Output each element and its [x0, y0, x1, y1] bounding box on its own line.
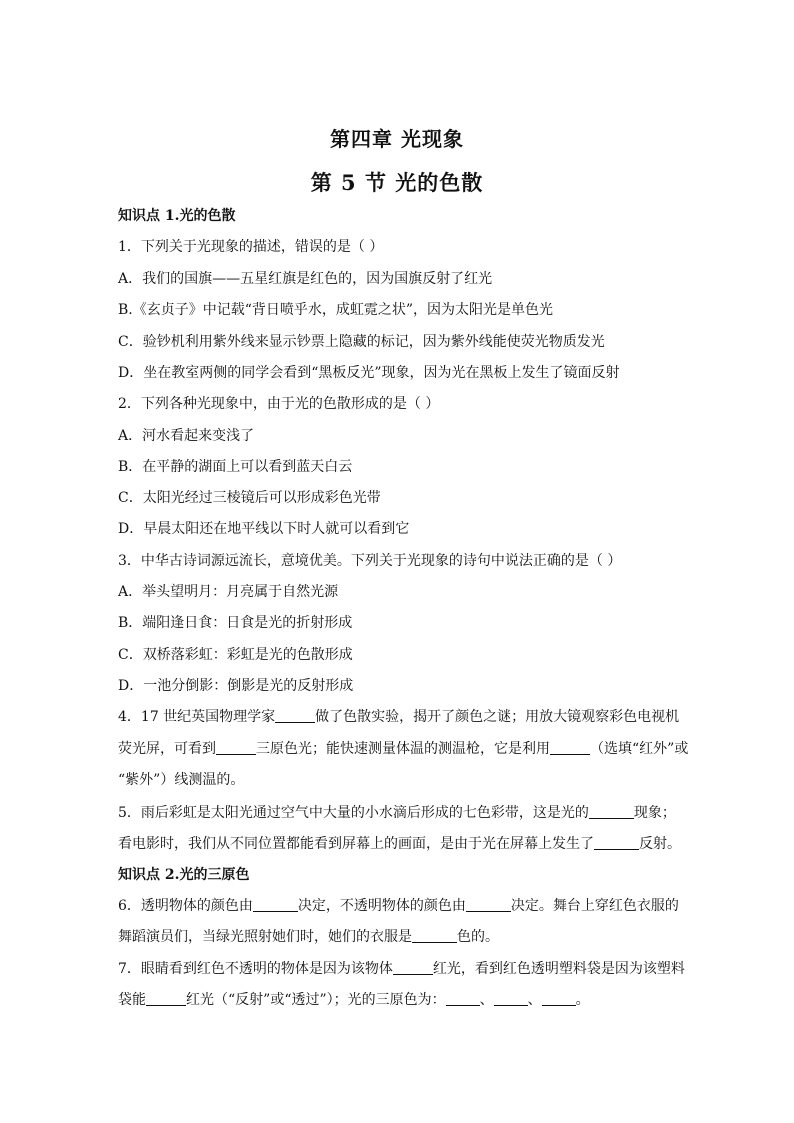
answer-blank[interactable] [494, 991, 528, 1006]
question-2-option-c: C．太阳光经过三棱镜后可以形成彩色光带 [118, 490, 381, 506]
q5-text: 现象； [633, 805, 676, 821]
q4-text: 4．17 世纪英国物理学家 [118, 709, 276, 725]
answer-blank[interactable] [253, 897, 298, 912]
question-4-line-1 [118, 708, 679, 726]
question-5-line-1 [118, 804, 676, 822]
question-2-stem: 2．下列各种光现象中，由于光的色散形成的是（ ） [118, 396, 440, 412]
q6-text: 决定，不透明物体的颜色由 [297, 898, 466, 914]
question-1-option-a: A．我们的国旗——五星红旗是红色的，因为国旗反射了红光 [118, 271, 493, 287]
answer-blank[interactable] [446, 991, 480, 1006]
question-3-option-b: B．端阳逢日食：日食是光的折射形成 [118, 615, 353, 631]
q4-text: （选填“红外”或 [590, 741, 689, 757]
answer-blank[interactable] [466, 897, 511, 912]
question-6-line-2 [118, 928, 499, 946]
question-7-line-2 [118, 991, 590, 1009]
section-title: 第 5 节 光的色散 [310, 170, 484, 195]
question-1-option-b: B.《玄贞子》中记载“背日喷乎水，成虹霓之状”，因为太阳光是单色光 [118, 302, 554, 318]
knowledge-point-1-heading: 知识点 1.光的色散 [118, 208, 236, 224]
question-1-option-d: D．坐在教室两侧的同学会看到“黑板反光”现象，因为光在黑板上发生了镜面反射 [118, 365, 620, 381]
answer-blank[interactable] [589, 804, 634, 819]
q6-text: 舞蹈演员们，当绿光照射她们时，她们的衣服是 [118, 929, 412, 945]
question-5-line-2 [118, 835, 681, 853]
q7-text: 红光，看到红色透明塑料袋是因为该塑料 [432, 961, 685, 977]
q7-text: 7．眼睛看到红色不透明的物体是因为该物体 [118, 961, 393, 977]
q4-text: 荧光屏，可看到 [118, 741, 216, 757]
question-3-option-d: D．一池分倒影：倒影是光的反射形成 [118, 678, 354, 694]
answer-blank[interactable] [216, 740, 256, 755]
answer-blank[interactable] [550, 740, 590, 755]
answer-blank[interactable] [146, 991, 186, 1006]
question-1-option-c: C．验钞机利用紫外线来显示钞票上隐藏的标记，因为紫外线能使荧光物质发光 [118, 334, 605, 350]
q6-text: 6．透明物体的颜色由 [118, 898, 253, 914]
q6-text: 决定。舞台上穿红色衣服的 [510, 898, 679, 914]
q4-text: 三原色光；能快速测量体温的测温枪，它是利用 [256, 741, 550, 757]
question-2-option-a: A．河水看起来变浅了 [118, 428, 255, 444]
q5-text: 5．雨后彩虹是太阳光通过空气中大量的小水滴后形成的七色彩带，这是光的 [118, 805, 589, 821]
answer-blank[interactable] [542, 991, 576, 1006]
q7-text: 。 [575, 992, 590, 1008]
knowledge-point-2-heading: 知识点 2.光的三原色 [118, 867, 250, 883]
q4-text: 做了色散实验，揭开了颜色之谜；用放大镜观察彩色电视机 [315, 709, 680, 725]
q7-text: 袋能 [118, 992, 146, 1008]
question-2-option-b: B．在平静的湖面上可以看到蓝天白云 [118, 459, 353, 475]
question-3-stem: 3．中华古诗词源远流长，意境优美。下列关于光现象的诗句中说法正确的是（ ） [118, 553, 622, 569]
question-4-line-2 [118, 740, 688, 758]
q5-text: 反射。 [639, 836, 681, 852]
question-3-option-c: C．双桥落彩虹：彩虹是光的色散形成 [118, 647, 353, 663]
question-2-option-d: D．早晨太阳还在地平线以下时人就可以看到它 [118, 521, 410, 537]
q7-text: 、 [527, 992, 542, 1008]
chapter-title: 第四章 光现象 [330, 127, 464, 151]
answer-blank[interactable] [594, 835, 639, 850]
question-6-line-1 [118, 897, 679, 915]
answer-blank[interactable] [275, 708, 315, 723]
question-3-option-a: A．举头望明月：月亮属于自然光源 [118, 584, 339, 600]
q7-text: 、 [479, 992, 494, 1008]
question-4-line-3: “紫外”）线测温的。 [118, 772, 245, 788]
q5-text: 看电影时，我们从不同位置都能看到屏幕上的画面，是由于光在屏幕上发生了 [118, 836, 594, 852]
question-1-stem: 1．下列关于光现象的描述，错误的是（ ） [118, 239, 384, 255]
answer-blank[interactable] [393, 960, 433, 975]
question-7-line-1 [118, 960, 685, 978]
answer-blank[interactable] [412, 928, 457, 943]
q6-text: 色的。 [457, 929, 499, 945]
q7-text: 红光（“反射”或“透过”）；光的三原色为： [186, 992, 446, 1008]
